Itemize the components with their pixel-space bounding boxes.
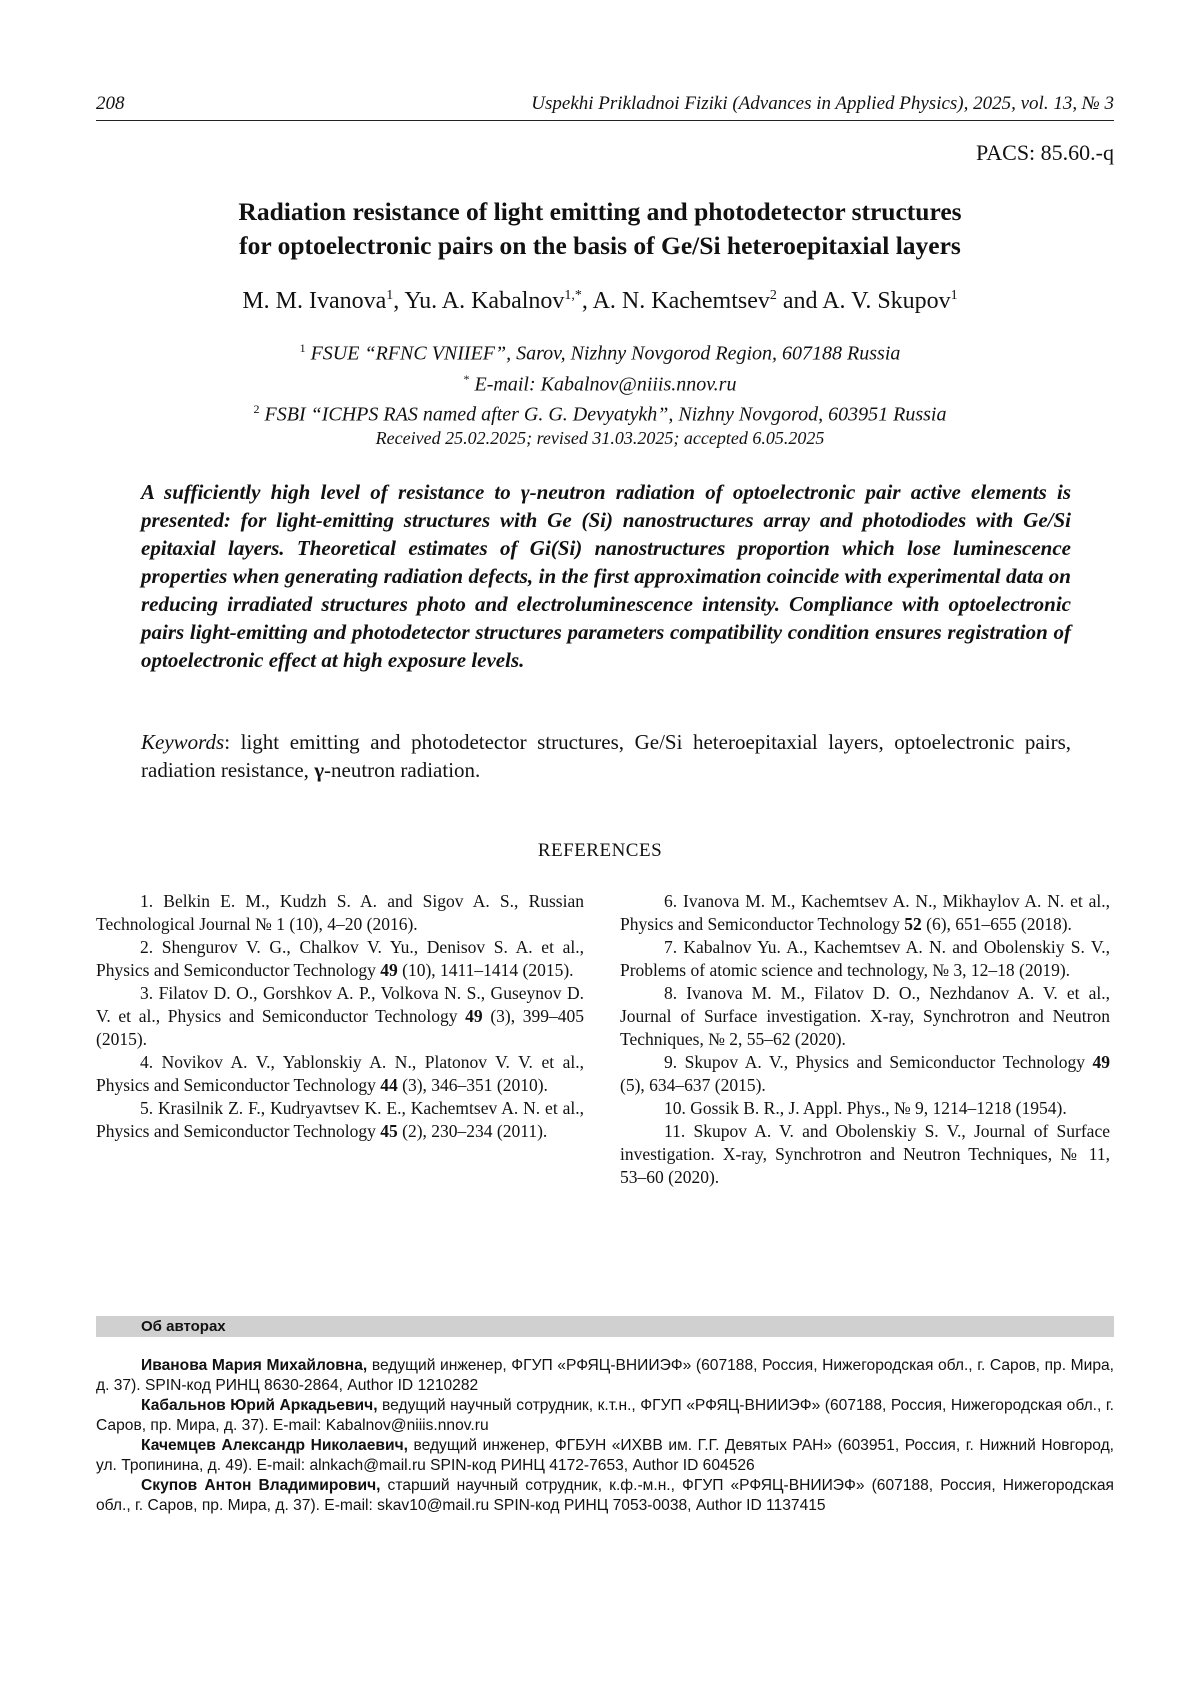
author-name: A. V. Skupov (822, 288, 951, 314)
author-affil-mark: 1 (950, 288, 958, 303)
author-affil-mark: 1 (386, 288, 394, 303)
references-column-left (96, 890, 584, 1143)
affiliation-line (140, 336, 1060, 367)
author-affil-mark: 1,* (564, 288, 582, 303)
reference-text: 1. Belkin E. M., Kudzh S. A. and Sigov A. S., Russian Technological Journal № 1 (10), 4–20 (2016). (96, 891, 584, 934)
keywords (141, 728, 1071, 784)
affiliations (140, 336, 1060, 428)
author-separator: , (393, 288, 405, 314)
about-authors-list (96, 1356, 1114, 1516)
reference-text: 6. Ivanova M. M., Kachemtsev A. N., Mikhaylov A. N. et al., Physics and Semiconductor Technology (620, 891, 1110, 934)
abstract: A sufficiently high level of resistance to γ-neutron radiation of optoelectronic pair active elements is presented: for light-emitting structures with Ge (Si) nanostructures array and photodiodes with Ge/Si epitaxial layers. Theoretical estimates of Gi(Si) nanostructures proportion which lose luminescence properties when generating radiation defects, in the first approximation coincide with experimental data on reducing irradiated structures photo and electroluminescence intensity. Compliance with optoelectronic pairs light-emitting and photodetector structures parameters compatibility condition ensures registration of optoelectronic effect at high exposure levels. (141, 480, 1071, 672)
author-separator: , (581, 288, 593, 314)
about-heading-text: Об авторах (141, 1318, 226, 1335)
reference-text: 8. Ivanova M. M., Filatov D. O., Nezhdanov A. V. et al., Journal of Surface investigation. X-ray, Synchrotron and Neutron Techniques, № 2, 55–62 (2020). (620, 983, 1110, 1049)
author-bio (96, 1396, 1114, 1436)
author-separator: and (776, 288, 823, 314)
running-header (96, 90, 1114, 121)
title-line: Radiation resistance of light emitting and photodetector structures (238, 197, 962, 226)
reference-text-end: (2), 230–234 (2011). (397, 1121, 548, 1141)
reference-item (620, 1097, 1110, 1120)
email-text: E-mail: Kabalnov@niiis.nnov.ru (474, 373, 737, 396)
reference-volume: 49 (380, 960, 398, 980)
journal-citation: Uspekhi Prikladnoi Fiziki (Advances in Applied Physics), 2025, vol. 13, № 3 (531, 93, 1114, 114)
references-heading: REFERENCES (537, 840, 663, 861)
reference-text-end: (10), 1411–1414 (2015). (397, 960, 574, 980)
author-bio (96, 1356, 1114, 1396)
reference-item (96, 982, 584, 1051)
author-list (140, 288, 1060, 315)
reference-text-end: (3), 399–405 (2015). (96, 1006, 585, 1049)
reference-text-end: (6), 651–655 (2018). (921, 914, 1072, 934)
affiliation-text: FSUE “RFNC VNIIEF”, Sarov, Nizhny Novgorod Region, 607188 Russia (310, 342, 901, 365)
affiliation-mark: 1 (299, 341, 306, 355)
reference-volume: 49 (1092, 1052, 1110, 1072)
author-name: M. M. Ivanova (242, 288, 387, 314)
reference-item (96, 1097, 584, 1143)
reference-item (620, 890, 1110, 936)
author-bio (96, 1476, 1114, 1516)
paper-title (140, 195, 1060, 263)
reference-item (620, 936, 1110, 982)
reference-text: 3. Filatov D. O., Gorshkov A. P., Volkova N. S., Guseynov D. V. et al., Physics and Semiconductor Technology (96, 983, 584, 1026)
reference-volume: 52 (904, 914, 922, 934)
affiliation-line (140, 367, 1060, 398)
title-line: for optoelectronic pairs on the basis of Ge/Si heteroepitaxial layers (239, 231, 961, 260)
page-number: 208 (96, 93, 125, 114)
reference-item (96, 890, 584, 936)
reference-text: 10. Gossik B. R., J. Appl. Phys., № 9, 1214–1218 (1954). (664, 1098, 1067, 1118)
keywords-text-end: -neutron radiation. (324, 758, 481, 782)
affiliation-mark: * (463, 371, 470, 386)
affiliation-line (140, 397, 1060, 428)
reference-text: 9. Skupov A. V., Physics and Semiconductor Technology (664, 1052, 1093, 1072)
keywords-gamma: γ (314, 758, 325, 782)
reference-text: 11. Skupov A. V. and Obolenskiy S. V., Journal of Surface investigation. X-ray, Synchrotron and Neutron Techniques, № 11, 53–60 (2020). (620, 1121, 1110, 1187)
bio-author-name: Качемцев Александр Николаевич, (141, 1437, 408, 1454)
reference-item (620, 1051, 1110, 1097)
bio-author-name: Кабальнов Юрий Аркадьевич, (141, 1397, 378, 1414)
keywords-label: Keywords (141, 730, 225, 754)
reference-text: 4. Novikov A. V., Yablonskiy A. N., Platonov V. V. et al., Physics and Semiconductor Technology (96, 1052, 584, 1095)
reference-volume: 49 (465, 1006, 483, 1026)
submission-dates: Received 25.02.2025; revised 31.03.2025; accepted 6.05.2025 (375, 428, 825, 448)
reference-text: 5. Krasilnik Z. F., Kudryavtsev K. E., Kachemtsev A. N. et al., Physics and Semiconductor Technology (96, 1098, 584, 1141)
reference-item (96, 1051, 584, 1097)
author-affil-mark: 2 (769, 288, 777, 303)
bio-text: ведущий инженер, ФГУП «РФЯЦ-ВНИИЭФ» (607188, Россия, Нижегородская обл., г. Саров, пр. Мира, д. 37). SPIN-код РИНЦ 8630-2864, Author ID 1210282 (96, 1357, 1114, 1394)
author-name: A. N. Kachemtsev (592, 288, 770, 314)
references-column-right (620, 890, 1110, 1189)
reference-item (96, 936, 584, 982)
reference-volume: 44 (380, 1075, 398, 1095)
affiliation-mark: 2 (253, 402, 260, 417)
bio-text: старший научный сотрудник, к.ф.-м.н., ФГУП «РФЯЦ-ВНИИЭФ» (607188, Россия, Нижегородская обл., г. Саров, пр. Мира, д. 37). E-mail: skav10@mail.ru SPIN-код РИНЦ 7053-0038, Author ID 1137415 (96, 1477, 1114, 1514)
about-authors-heading (96, 1316, 1114, 1337)
reference-text-end: (5), 634–637 (2015). (620, 1075, 766, 1095)
bio-author-name: Скупов Антон Владимирович, (141, 1477, 381, 1494)
reference-text: 2. Shengurov V. G., Chalkov V. Yu., Denisov S. A. et al., Physics and Semiconductor Technology (96, 937, 584, 980)
reference-item (620, 1120, 1110, 1189)
affiliation-text: FSBI “ICHPS RAS named after G. G. Devyatykh”, Nizhny Novgorod, 603951 Russia (264, 403, 947, 426)
reference-volume: 45 (380, 1121, 398, 1141)
bio-text: ведущий инженер, ФГБУН «ИХВВ им. Г.Г. Девятых РАН» (603951, Россия, г. Нижний Новгород, ул. Тропинина, д. 49). E-mail: alnkach@mail.ru SPIN-код РИНЦ 4172-7653, Author ID 604526 (96, 1437, 1114, 1474)
author-bio (96, 1436, 1114, 1476)
bio-text: ведущий научный сотрудник, к.т.н., ФГУП «РФЯЦ-ВНИИЭФ» (607188, Россия, Нижегородская обл., г. Саров, пр. Мира, д. 37). E-mail: Kabalnov@niiis.nnov.ru (96, 1397, 1114, 1434)
author-name: Yu. A. Kabalnov (404, 288, 565, 314)
keywords-text: : light emitting and photodetector structures, Ge/Si heteroepitaxial layers, optoelectronic pairs, radiation resistance, (141, 730, 1071, 782)
reference-item (620, 982, 1110, 1051)
reference-text-end: (3), 346–351 (2010). (397, 1075, 548, 1095)
reference-text: 7. Kabalnov Yu. A., Kachemtsev A. N. and Obolenskiy S. V., Problems of atomic science and technology, № 3, 12–18 (2019). (620, 937, 1110, 980)
bio-author-name: Иванова Мария Михайловна, (141, 1357, 368, 1374)
pacs-code: PACS: 85.60.-q (976, 140, 1114, 165)
